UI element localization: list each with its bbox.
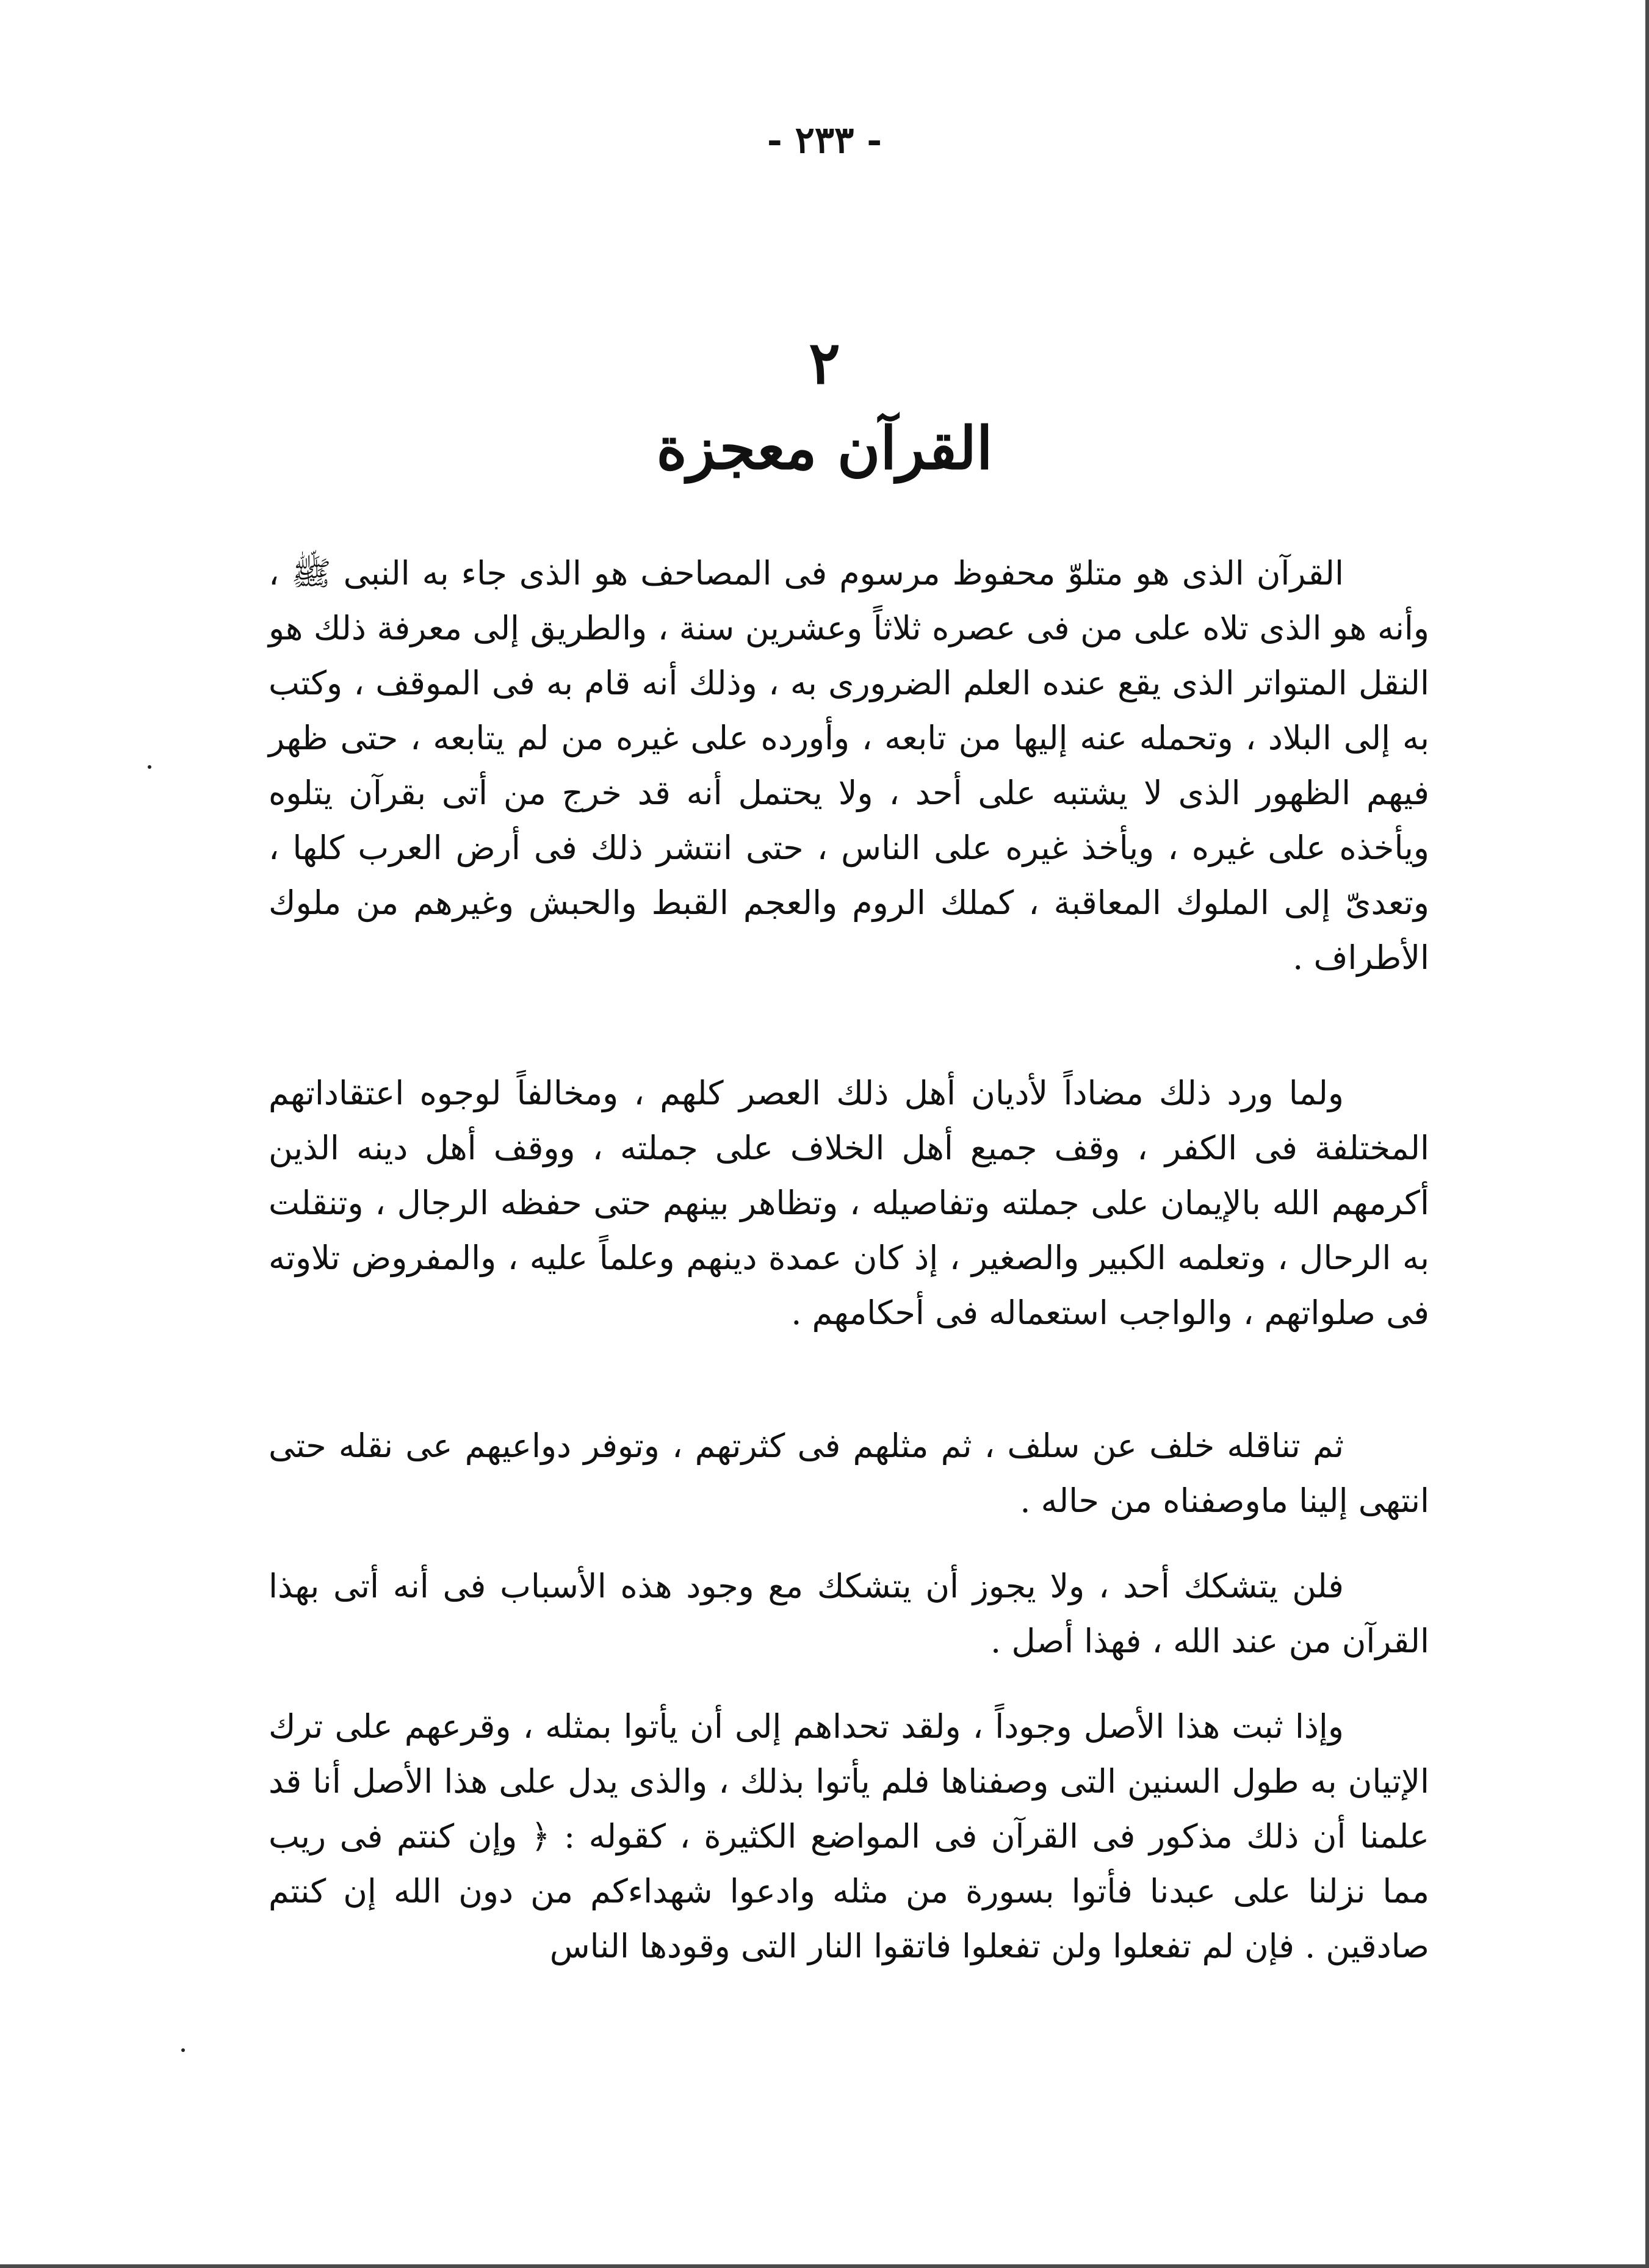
paragraph-text: ولما ورد ذلك مضاداً لأديان أهل ذلك العصر كلهم ، ومخالفاً لوجوه اعتقاداتهم المختلفة فى الكفر ، وقف جميع أهل الخلاف على جملته ، ووقف أهل دينه الذين أكرمهم الله بالإيمان على جملته وتفاصيله ، وتظاهر بينهم حتى حفظه الرجال ، وتنقلت به الرحال ، وتعلمه الكبير والصغير ، إذ كان عمدة دينهم وعلماً عليه ، والمفروض تلاوته فى صلواتهم ، والواجب استعماله فى أحكامهم . — [269, 1074, 1430, 1332]
scan-speck — [181, 2048, 185, 2052]
chapter-title: القرآن معجزة — [656, 414, 993, 483]
page-number: - ٢٣٣ - — [767, 119, 882, 162]
body-paragraph — [269, 546, 1429, 985]
body-paragraph — [269, 1699, 1429, 1974]
paragraph-text: القرآن الذى هو متلوّ محفوظ مرسوم فى المصاحف هو الذى جاء به النبى ﷺ ، وأنه هو الذى تلاه على من فى عصره ثلاثاً وعشرين سنة ، والطريق إلى معرفة ذلك هو النقل المتواتر الذى يقع عنده العلم الضرورى به ، وذلك أنه قام به فى الموقف ، وكتب به إلى البلاد ، وتحمله عنه إليها من تابعه ، وأورده على غيره من لم يتابعه ، حتى ظهر فيهم الظهور الذى لا يشتبه على أحد ، ولا يحتمل أنه قد خرج من أتى بقرآن يتلوه ويأخذه على غيره ، ويأخذ غيره على الناس ، حتى انتشر ذلك فى أرض العرب كلها ، وتعدىّ إلى الملوك المعاقبة ، كملك الروم والعجم القبط والحبش وغيرهم من ملوك الأطراف . — [269, 554, 1429, 977]
paragraph-text: فلن يتشكك أحد ، ولا يجوز أن يتشكك مع وجود هذه الأسباب فى أنه أتى بهذا القرآن من عند الله ، فهذا أصل . — [269, 1567, 1429, 1660]
paragraph-text: وإذا ثبت هذا الأصل وجوداً ، ولقد تحداهم إلى أن يأتوا بمثله ، وقرعهم على ترك الإتيان به طول السنين التى وصفناها فلم يأتوا بذلك ، والذى يدل على هذا الأصل أنا قد علمنا أن ذلك مذكور فى القرآن فى المواضع الكثيرة ، كقوله : ﴿ وإن كنتم فى ريب مما نزلنا على عبدنا فأتوا بسورة من مثله وادعوا شهداءكم من دون الله إن كنتم صادقين . فإن لم تفعلوا ولن تفعلوا فاتقوا النار التى وقودها الناس — [269, 1707, 1429, 1965]
page-edge-bottom — [0, 2264, 1649, 2268]
scan-speck — [148, 765, 151, 769]
paragraph-text: ثم تناقله خلف عن سلف ، ثم مثلهم فى كثرتهم ، وتوفر دواعيهم عى نقله حتى انتهى إلينا ماوصفناه من حاله . — [269, 1427, 1429, 1520]
chapter-number: ٢ — [809, 328, 840, 397]
body-paragraph — [269, 1419, 1429, 1528]
page-edge-right — [1645, 0, 1649, 2268]
body-paragraph — [269, 1559, 1429, 1669]
body-paragraph — [269, 1066, 1429, 1341]
